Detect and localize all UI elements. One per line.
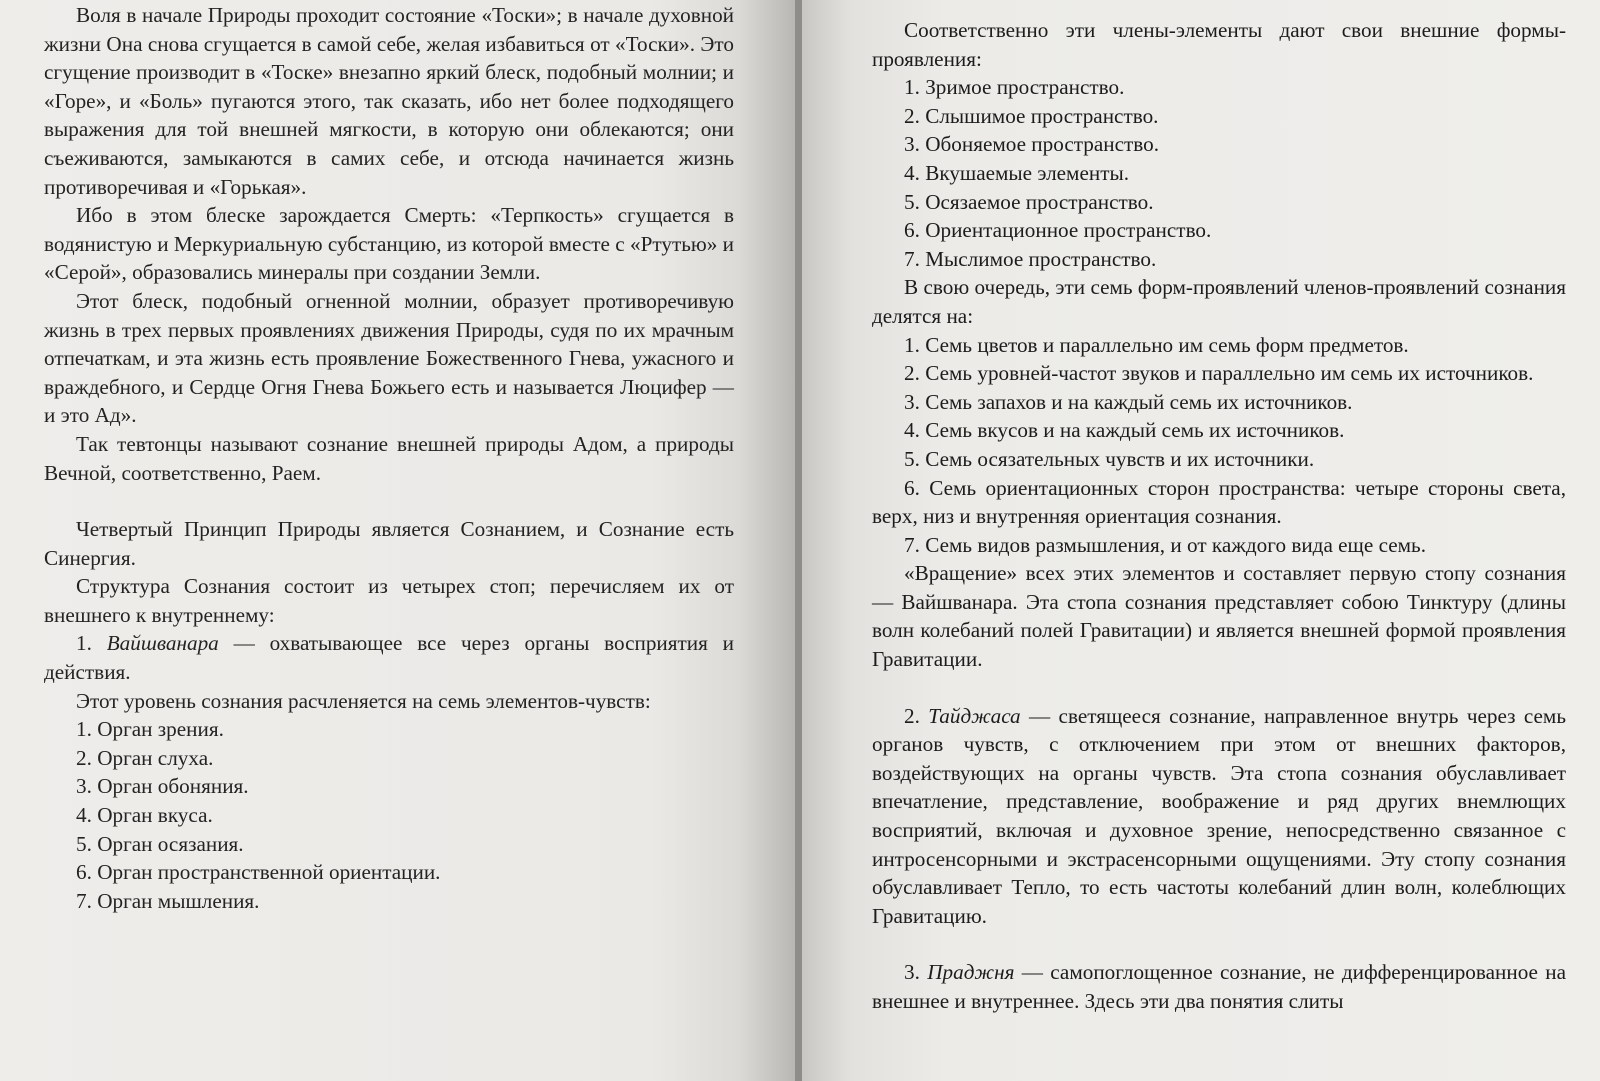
item-text: — светящееся сознание, направленное внутрь через семь органов чувств, с отключением при этом от внешних факторов, воздействующих на органы чувств. Эта стопа сознания обуславливает впечатление, представление, воображение и ряд других внемлющих восприятий, включая и духовное зрение, непосредственно связанное с интросенсорными и экстрасенсорными ощущениями. Эту стопу сознания обуславливает Тепло, то есть частоты колебаний длин волн, колеблющих Гравитацию.: [872, 703, 1567, 928]
paragraph: Ибо в этом блеске зарождается Смерть: «Терпкость» сгущается в водянистую и Меркуриальную субстанцию, из которой вместе с «Ртутью» и «Серой», образовались минералы при создании Земли.: [44, 203, 734, 285]
right-page: [802, 0, 1600, 1081]
list-item: 3. Обоняемое пространство.: [904, 132, 1160, 157]
right-page-text: [872, 16, 1566, 1016]
list-item: 3. Семь запахов и на каждый семь их источников.: [904, 389, 1353, 414]
vaishvanara-item: [44, 629, 734, 686]
list-item: 1. Орган зрения.: [76, 717, 224, 742]
item-text: — самопоглощенное сознание, не дифференцированное на внешнее и внутреннее. Здесь эти два понятия слиты: [872, 960, 1567, 1013]
item-text: — охватывающее все через органы восприятия и действия.: [44, 631, 734, 685]
list-item: 5. Семь осязательных чувств и их источники.: [904, 446, 1315, 471]
paragraph: Этот уровень сознания расчленяется на семь элементов-чувств:: [76, 688, 651, 713]
paragraph: Соответственно эти члены-элементы дают свои внешние формы-проявления:: [872, 18, 1566, 71]
prajna-item: [872, 958, 1566, 1015]
paragraph: Так тевтонцы называют сознание внешней природы Адом, а природы Вечной, соответственно, Раем.: [44, 431, 734, 485]
item-number: 3.: [904, 960, 920, 985]
list-item: 6. Ориентационное пространство.: [904, 218, 1212, 243]
paragraph: Воля в начале Природы проходит состояние «Тоски»; в начале духовной жизни Она снова сгущается в самой себе, желая избавиться от «Тоски». Это сгущение производит в «Тоске» внезапно яркий блеск, подобный молнии; и «Горе», и «Боль» пугаются этого, так сказать, ибо нет более подходящего выражения для той внешней мягкости, в которую они облекаются; они съеживаются, замыкаются в самих себе, и отсюда начинается жизнь противоречивая и «Горькая».: [44, 3, 734, 199]
forms-list: [872, 73, 1566, 273]
paragraph: Этот блеск, подобный огненной молнии, образует противоречивую жизнь в трех первых проявлениях движения Природы, судя по их мрачным отпечаткам, и эта жизнь есть проявление Божественного Гнева, ужасного и враждебного, и Сердце Огня Гнева Божьего есть и называется Люцифер — и это Ад».: [44, 288, 734, 428]
paragraph: В свою очередь, эти семь форм-проявлений членов-проявлений сознания делятся на:: [872, 275, 1566, 328]
term-vaishvanara: Вайшванара: [106, 631, 219, 656]
organs-list: [44, 715, 734, 915]
list-item: 2. Семь уровней-частот звуков и параллельно им семь их источников.: [904, 361, 1534, 386]
item-number: 2.: [904, 703, 920, 728]
taijasa-item: [872, 702, 1566, 931]
list-item: 7. Орган мышления.: [76, 888, 260, 913]
paragraph: Четвертый Принцип Природы является Сознанием, и Сознание есть Синергия.: [44, 517, 734, 570]
list-item: 4. Семь вкусов и на каждый семь их источников.: [904, 418, 1345, 443]
list-item: 2. Слышимое пространство.: [904, 103, 1159, 128]
list-item: 6. Орган пространственной ориентации.: [76, 860, 441, 885]
term-taijasa: Тайджаса: [928, 703, 1021, 728]
left-page: [0, 0, 795, 1081]
list-item: 1. Зримое пространство.: [904, 75, 1125, 100]
list-item: 2. Орган слуха.: [76, 745, 214, 770]
paragraph: Структура Сознания состоит из четырех стоп; перечисляем их от внешнего к внутреннему:: [44, 574, 734, 627]
list-item: 6. Семь ориентационных сторон пространства: четыре стороны света, верх, низ и внутренняя ориентация сознания.: [872, 475, 1566, 529]
list-item: 7. Мыслимое пространство.: [904, 246, 1157, 271]
left-page-text: [44, 1, 734, 915]
book-gutter: [795, 0, 802, 1081]
item-number: 1.: [76, 631, 92, 656]
list-item: 5. Орган осязания.: [76, 831, 244, 856]
list-item: 4. Орган вкуса.: [76, 803, 213, 828]
list-item: 4. Вкушаемые элементы.: [904, 160, 1130, 185]
list-item: 7. Семь видов размышления, и от каждого вида еще семь.: [904, 532, 1427, 557]
list-item: 1. Семь цветов и параллельно им семь форм предметов.: [904, 332, 1409, 357]
term-prajna: Праджня: [927, 960, 1015, 985]
paragraph: «Вращение» всех этих элементов и составляет первую стопу сознания — Вайшванара. Эта стопа сознания представляет собою Тинктуру (длины волн колебаний полей Гравитации) и является внешней формой проявления Гравитации.: [872, 561, 1566, 672]
list-item: 5. Осязаемое пространство.: [904, 189, 1154, 214]
list-item: 3. Орган обоняния.: [76, 774, 249, 799]
